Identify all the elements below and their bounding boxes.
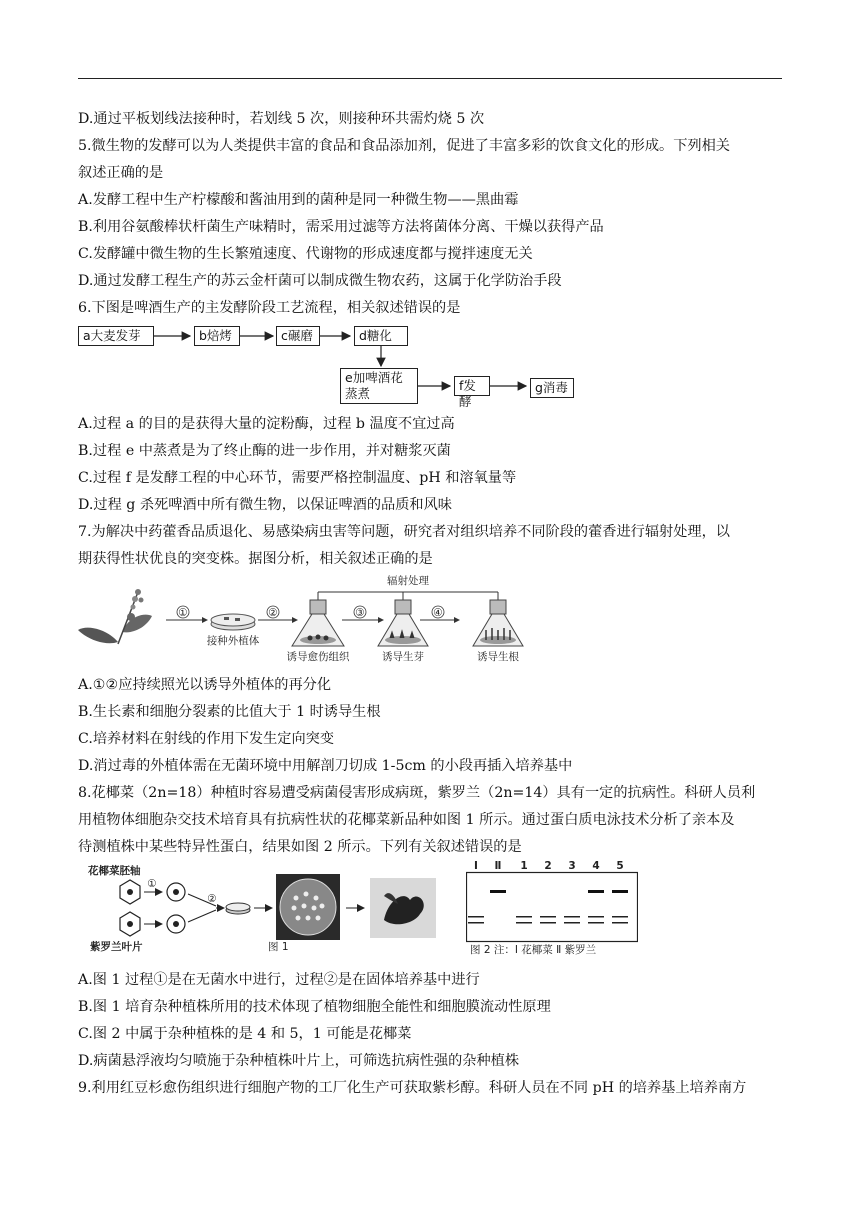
- lane-label: Ⅱ: [494, 860, 502, 872]
- lane-label: 3: [568, 860, 576, 872]
- label-violet-leaf: 紫罗兰叶片: [90, 941, 143, 953]
- flask-shoot: [378, 600, 428, 646]
- q7-stem-cont: 期获得性状优良的突变株。据图分析，相关叙述正确的是: [78, 551, 433, 567]
- lane-label: 1: [520, 860, 528, 872]
- figure-2-drawing: [466, 858, 638, 956]
- plant-illustration: [78, 589, 152, 644]
- fusion-step-1: ①: [147, 878, 157, 890]
- figure-1-fusion: [88, 860, 458, 956]
- flow-step-e: [340, 368, 418, 404]
- band-lower: [516, 922, 532, 924]
- q4-option-d: D.通过平板划线法接种时，若划线 5 次，则接种环共需灼烧 5 次: [78, 111, 485, 127]
- figure-1-drawing: [88, 860, 458, 956]
- q5-option-c: C.发酵罐中微生物的生长繁殖速度、代谢物的形成速度都与搅拌速度无关: [78, 246, 533, 262]
- band-upper: [588, 890, 604, 893]
- lane-label: Ⅰ: [474, 860, 478, 872]
- band-lower: [564, 922, 580, 924]
- q7-stem: 7.为解决中药藿香品质退化、易感染病虫害等问题，研究者对组织培养不同阶段的藿香进行辐射处理，以: [78, 524, 730, 540]
- flow-step-b: b焙烤: [194, 326, 240, 346]
- q5-option-b: B.利用谷氨酸棒状杆菌生产味精时，需采用过滤等方法将菌体分离、干燥以获得产品: [78, 219, 604, 235]
- band-lower: [540, 916, 556, 918]
- figure-2-electrophoresis: [466, 858, 638, 956]
- band-lower: [468, 922, 484, 924]
- band-lower: [468, 916, 484, 918]
- flow-step-c: c碾磨: [276, 326, 320, 346]
- q5-option-a: A.发酵工程中生产柠檬酸和酱油用到的菌种是同一种微生物——黑曲霉: [78, 192, 519, 208]
- fusion-step-2: ②: [207, 893, 217, 905]
- flowchart-arrows: [78, 320, 598, 405]
- band-lower: [516, 916, 532, 918]
- label-callus: 诱导愈伤组织: [286, 651, 350, 663]
- label-inoculate: 接种外植体: [206, 635, 260, 647]
- q7-option-b: B.生长素和细胞分裂素的比值大于 1 时诱导生根: [78, 704, 381, 720]
- beer-flowchart: [78, 320, 598, 409]
- flask-callus: [292, 600, 344, 646]
- band-lower: [564, 916, 580, 918]
- q6-option-a: A.过程 a 的目的是获得大量的淀粉酶，过程 b 温度不宜过高: [78, 416, 455, 432]
- q7-option-c: C.培养材料在射线的作用下发生定向突变: [78, 731, 335, 747]
- flask-root: [473, 600, 523, 646]
- lane-label: 5: [616, 860, 624, 872]
- q8-stem-cont2: 待测植株中某些特异性蛋白，结果如图 2 所示。下列有关叙述错误的是: [78, 839, 522, 855]
- flow-step-f: f发酵: [454, 376, 490, 396]
- flow-step-a: a大麦发芽: [78, 326, 154, 346]
- q8-option-b: B.图 1 培育杂种植株所用的技术体现了植物细胞全能性和细胞膜流动性原理: [78, 999, 551, 1015]
- band-upper: [612, 890, 628, 893]
- figure-2-caption: 图 2 注：Ⅰ 花椰菜 Ⅱ 紫罗兰: [470, 944, 597, 956]
- lane-label: 2: [544, 860, 552, 872]
- gel-frame: [467, 873, 638, 942]
- label-cauliflower-hypocotyl: 花椰菜胚轴: [88, 865, 141, 877]
- header-rule: [78, 78, 782, 79]
- band-upper: [490, 890, 506, 893]
- petri-dish: [211, 614, 255, 630]
- q6-option-c: C.过程 f 是发酵工程的中心环节，需要严格控制温度、pH 和溶氧量等: [78, 470, 517, 486]
- q8-option-d: D.病菌悬浮液均匀喷施于杂种植株叶片上，可筛选抗病性强的杂种植株: [78, 1053, 520, 1069]
- step-3-label: ③: [355, 607, 365, 619]
- q7-option-a: A.①②应持续照光以诱导外植体的再分化: [78, 677, 332, 693]
- lane-label: 4: [592, 860, 600, 872]
- q8-option-c: C.图 2 中属于杂种植株的是 4 和 5，1 可能是花椰菜: [78, 1026, 412, 1042]
- band-lower: [612, 922, 628, 924]
- tissue-culture-figure: [78, 572, 538, 664]
- q8-stem-cont: 用植物体细胞杂交技术培育具有抗病性状的花椰菜新品种如图 1 所示。通过蛋白质电泳技术分析了亲本及: [78, 812, 735, 828]
- radiation-label: 辐射处理: [387, 575, 429, 587]
- band-lower: [588, 916, 604, 918]
- q5-stem-cont: 叙述正确的是: [78, 165, 164, 181]
- flow-step-e-line1: e加啤酒花: [345, 370, 403, 385]
- band-lower: [588, 922, 604, 924]
- step-4-label: ④: [433, 607, 443, 619]
- q5-stem: 5.微生物的发酵可以为人类提供丰富的食品和食品添加剂，促进了丰富多彩的饮食文化的形成。下列相关: [78, 138, 730, 154]
- q8-stem: 8.花椰菜（2n=18）种植时容易遭受病菌侵害形成病斑，紫罗兰（2n=14）具有一定的抗病性。科研人员利: [78, 785, 756, 801]
- band-lower: [612, 916, 628, 918]
- q8-option-a: A.图 1 过程①是在无菌水中进行，过程②是在固体培养基中进行: [78, 972, 480, 988]
- label-root: 诱导生根: [477, 651, 519, 663]
- q7-option-d: D.消过毒的外植体需在无菌环境中用解剖刀切成 1-5cm 的小段再插入培养基中: [78, 758, 573, 774]
- band-lower: [540, 922, 556, 924]
- q6-option-d: D.过程 g 杀死啤酒中所有微生物，以保证啤酒的品质和风味: [78, 497, 452, 513]
- figure-1-caption: 图 1: [268, 941, 289, 953]
- flow-step-e-line2: 蒸煮: [345, 386, 371, 401]
- flow-step-d: d糖化: [354, 326, 408, 346]
- q6-option-b: B.过程 e 中蒸煮是为了终止酶的进一步作用，并对糖浆灭菌: [78, 443, 451, 459]
- q6-stem: 6.下图是啤酒生产的主发酵阶段工艺流程，相关叙述错误的是: [78, 300, 461, 316]
- step-1-label: ①: [178, 607, 188, 619]
- label-shoot: 诱导生芽: [382, 651, 424, 663]
- tissue-culture-drawing: [78, 572, 538, 664]
- q9-stem: 9.利用红豆杉愈伤组织进行细胞产物的工厂化生产可获取紫杉醇。科研人员在不同 pH 的培养基上培养南方: [78, 1080, 747, 1096]
- q5-option-d: D.通过发酵工程生产的苏云金杆菌可以制成微生物农药，这属于化学防治手段: [78, 273, 562, 289]
- flow-step-g: g消毒: [530, 378, 574, 398]
- step-2-label: ②: [268, 607, 278, 619]
